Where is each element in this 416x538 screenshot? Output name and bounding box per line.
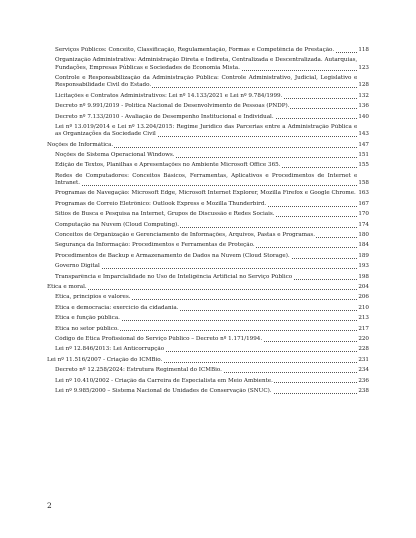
toc-section-entry[interactable]	[47, 357, 369, 364]
toc-entry-title: Decreto nº 9.991/2019 - Política Nacional de Desenvolvimento de Pessoas (PNDP).	[55, 103, 357, 110]
toc-entry[interactable]	[47, 190, 369, 197]
toc-entry-page: 184	[358, 242, 369, 249]
toc-entry[interactable]	[47, 152, 369, 159]
toc-entry-title: Edição de Textos, Planilhas e Apresentações no Ambiente Microsoft Office 365.	[55, 162, 357, 169]
toc-entry[interactable]	[47, 336, 369, 343]
toc-entry-page: 140	[358, 113, 369, 120]
toc-entry[interactable]	[47, 75, 369, 90]
toc-entry-page: 238	[358, 387, 369, 394]
toc-entry[interactable]	[47, 173, 369, 188]
toc-entry-title: Ética e função pública.	[55, 315, 357, 322]
toc-entry[interactable]	[47, 367, 369, 374]
toc-entry-title: Decreto nº 7.133/2010 - Avaliação de Desempenho Institucional e Individual.	[55, 114, 357, 121]
toc-entry-page: 174	[358, 221, 369, 228]
toc-entry-title: Lei nº 9.985/2000 – Sistema Nacional de Unidades de Conservação (SNUC).	[55, 388, 357, 395]
toc-entry[interactable]	[47, 201, 369, 208]
toc-entry-title: Ética no setor público.	[55, 326, 357, 333]
toc-entry-title: Ética, princípios e valores.	[55, 294, 357, 301]
toc-entry-title: Noções de Informática.	[47, 142, 357, 149]
toc-entry-page: 147	[358, 141, 369, 148]
toc-entry[interactable]	[47, 253, 369, 260]
toc-entry-page: 158	[358, 180, 369, 187]
toc-entry-title: Computação na Nuvem (Cloud Computing).	[55, 222, 357, 229]
toc-entry-page: 231	[358, 356, 369, 363]
page-number: 2	[47, 501, 52, 510]
toc-entry[interactable]	[47, 326, 369, 333]
toc-entry[interactable]	[47, 57, 369, 72]
toc-entry-title: Controle e Responsabilização da Administração Pública: Controle Administrativo, Judicial, Legislativo e Responsabilidade Civil do Estado.	[55, 75, 358, 89]
toc-entry-page: 198	[358, 273, 369, 280]
toc-entry-title: Programas de Navegação: Microsoft Edge, Microsoft Internet Explorer, Mozilla Firefox e Google Chrome.	[55, 190, 356, 197]
toc-entry-title: Organização Administrativa: Administração Direta e Indireta, Centralizada e Descentralizada. Autarquias, Fundações, Empresas Públicas e Sociedades de Economia Mista.	[55, 57, 358, 71]
toc-entry-title: Procedimentos de Backup e Armazenamento de Dados na Nuvem (Cloud Storage).	[55, 253, 357, 260]
toc-entry[interactable]	[47, 124, 369, 139]
toc-entry-title: Lei nº 12.846/2013: Lei Anticorrupção	[55, 346, 357, 353]
toc-entry-title: Governo Digital	[55, 263, 357, 270]
toc-entry-page: 163	[358, 190, 369, 197]
toc-entry[interactable]	[47, 211, 369, 218]
table-of-contents	[47, 47, 369, 398]
toc-entry-page: 123	[358, 64, 369, 71]
toc-entry[interactable]	[47, 294, 369, 301]
toc-entry-page: 167	[358, 200, 369, 207]
toc-entry-title: Segurança da Informação: Procedimentos e Ferramentas de Proteção.	[55, 242, 357, 249]
toc-entry-title: Lei nº 10.410/2002 - Criação da Carreira de Especialista em Meio Ambiente.	[55, 378, 357, 385]
toc-entry[interactable]	[47, 232, 369, 239]
toc-entry-page: 151	[358, 152, 369, 159]
toc-entry-title: Lei nº 13.019/2014 e Lei nº 13.204/2015: Regime Jurídico das Parcerias entre a Administração Pública e as Organizações da Sociedade Civil	[55, 123, 358, 138]
toc-entry[interactable]	[47, 114, 369, 121]
toc-entry-page: 234	[358, 367, 369, 374]
toc-section-entry[interactable]	[47, 284, 369, 291]
toc-entry-page: 210	[358, 304, 369, 311]
toc-entry[interactable]	[47, 242, 369, 249]
toc-entry[interactable]	[47, 103, 369, 110]
toc-entry[interactable]	[47, 378, 369, 385]
toc-entry-title: Conceitos de Organização e Gerenciamento de Informações, Arquivos, Pastas e Programas.	[55, 232, 357, 239]
toc-entry-page: 206	[358, 294, 369, 301]
toc-entry-page: 220	[358, 335, 369, 342]
toc-entry[interactable]	[47, 47, 369, 54]
toc-entry-page: 118	[358, 47, 369, 53]
toc-entry-page: 189	[358, 252, 369, 259]
toc-entry-title: Ética e moral.	[47, 284, 357, 291]
toc-entry[interactable]	[47, 315, 369, 322]
toc-entry-title: Transparência e Imparcialidade no Uso de Inteligência Artificial no Serviço Público	[55, 274, 357, 281]
toc-entry-title: Lei nº 11.516/2007 - Criação do ICMBio.	[47, 357, 357, 364]
toc-entry[interactable]	[47, 274, 369, 281]
toc-entry-title: Decreto nº 12.258/2024: Estrutura Regimental do ICMBio.	[55, 367, 357, 374]
dot-leader	[47, 289, 357, 290]
dot-leader	[55, 185, 357, 186]
toc-entry-title: Sítios de Busca e Pesquisa na Internet, Grupos de Discussão e Redes Sociais.	[55, 211, 357, 218]
toc-entry[interactable]	[47, 305, 369, 312]
toc-entry-page: 170	[358, 211, 369, 218]
toc-entry[interactable]	[47, 388, 369, 395]
toc-entry-page: 213	[358, 315, 369, 322]
toc-entry-page: 180	[358, 232, 369, 239]
toc-entry-title: Ética e democracia: exercício da cidadania.	[55, 305, 357, 312]
toc-entry-page: 136	[358, 103, 369, 110]
toc-entry-page: 155	[358, 162, 369, 169]
toc-entry-title: Programas de Correio Eletrônico: Outlook Express e Mozilla Thunderbird.	[55, 201, 357, 208]
toc-entry-page: 204	[358, 284, 369, 290]
toc-entry-page: 228	[358, 346, 369, 353]
toc-entry[interactable]	[47, 263, 369, 270]
toc-entry-page: 236	[358, 377, 369, 384]
toc-entry-page: 128	[358, 82, 369, 89]
toc-entry[interactable]	[47, 93, 369, 100]
toc-entry-title: Licitações e Contratos Administrativos: Lei nº 14.133/2021 e Lei nº 9.784/1999.	[55, 93, 357, 100]
toc-entry-page: 143	[358, 131, 369, 138]
toc-entry-title: Redes de Computadores: Conceitos Básicos, Ferramentas, Aplicativos e Procedimentos de Internet e Intranet.	[55, 172, 358, 187]
toc-entry-page: 217	[358, 325, 369, 332]
toc-entry[interactable]	[47, 162, 369, 169]
toc-entry-title: Noções de Sistema Operacional Windows.	[55, 152, 357, 159]
toc-entry-title: Serviços Públicos: Conceito, Classificação, Regulamentação, Formas e Competência de Prestação.	[55, 47, 357, 54]
toc-entry-page: 132	[358, 92, 369, 99]
toc-entry[interactable]	[47, 346, 369, 353]
toc-entry-page: 193	[358, 263, 369, 270]
toc-entry[interactable]	[47, 222, 369, 229]
toc-section-entry[interactable]	[47, 142, 369, 149]
toc-entry-title: Código de Ética Profissional do Serviço Público – Decreto nº 1.171/1994.	[55, 336, 357, 343]
